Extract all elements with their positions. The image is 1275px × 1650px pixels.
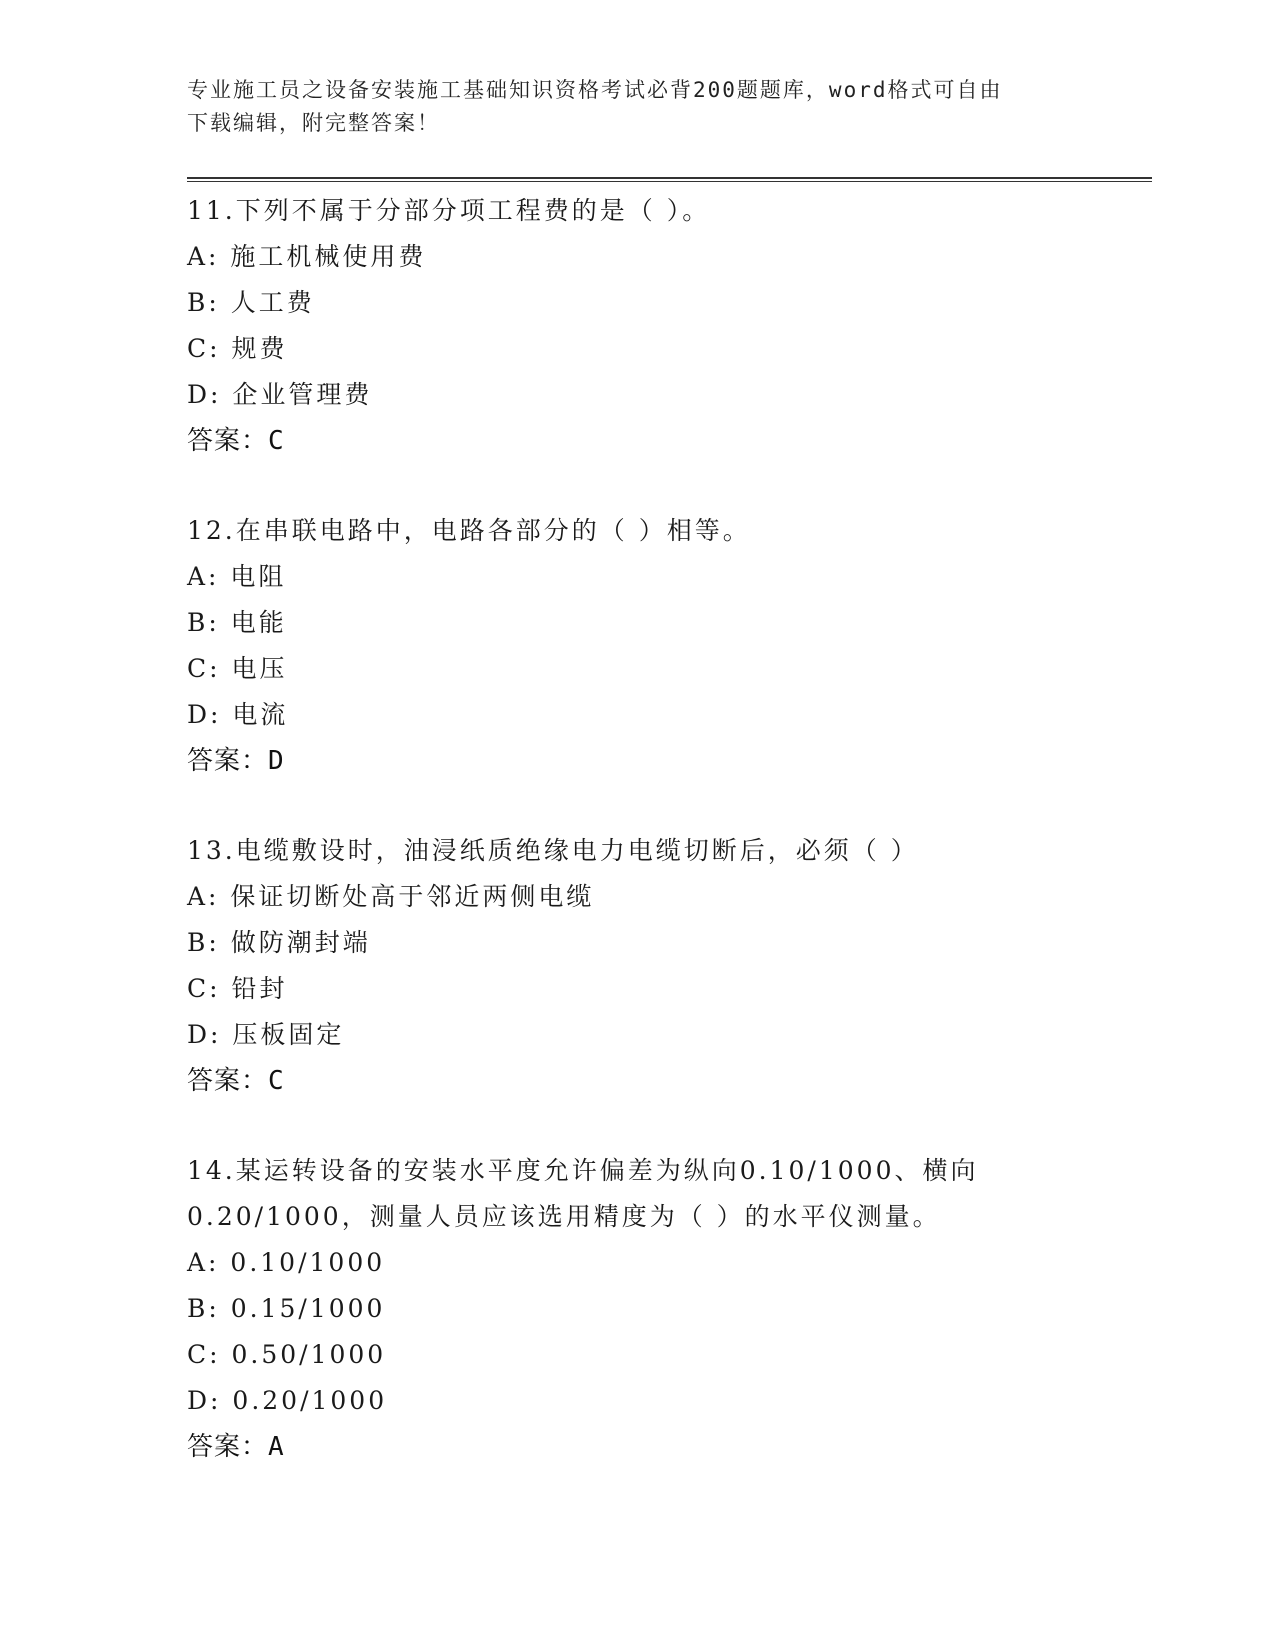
option-d: D: 压板固定 — [187, 1020, 345, 1049]
option-b: B: 0.15/1000 — [187, 1294, 386, 1323]
option-a: A: 施工机械使用费 — [187, 242, 427, 271]
option-a: A: 0.10/1000 — [187, 1248, 386, 1277]
question-stem: 11.下列不属于分部分项工程费的是（ ）。 — [187, 196, 711, 225]
option-a: A: 电阻 — [187, 562, 287, 591]
answer-line: 答案：C — [187, 426, 285, 456]
option-b: B: 做防潮封端 — [187, 928, 371, 957]
answer-line: 答案：C — [187, 1066, 285, 1096]
option-d: D: 0.20/1000 — [187, 1386, 388, 1415]
question-13 — [187, 828, 1147, 1104]
header-line-2: 下载编辑，附完整答案！ — [187, 111, 440, 135]
question-stem-line-2: 0.20/1000，测量人员应该选用精度为（ ）的水平仪测量。 — [187, 1202, 941, 1231]
question-stem: 12.在串联电路中，电路各部分的（ ）相等。 — [187, 516, 751, 545]
question-12 — [187, 508, 1147, 784]
question-14 — [187, 1148, 1147, 1470]
option-d: D: 企业管理费 — [187, 380, 373, 409]
option-b: B: 电能 — [187, 608, 287, 637]
answer-line: 答案：D — [187, 746, 285, 776]
option-c: C: 电压 — [187, 654, 288, 683]
header-line-1: 专业施工员之设备安装施工基础知识资格考试必背200题题库，word格式可自由 — [187, 78, 1003, 102]
answer-line: 答案：A — [187, 1432, 285, 1462]
document-header — [187, 74, 1087, 140]
option-d: D: 电流 — [187, 700, 289, 729]
header-divider-thin — [187, 181, 1152, 182]
option-b: B: 人工费 — [187, 288, 315, 317]
question-11 — [187, 188, 1147, 464]
question-stem: 13.电缆敷设时，油浸纸质绝缘电力电缆切断后，必须（ ） — [187, 836, 919, 865]
question-list — [187, 188, 1147, 1514]
header-divider-thick — [187, 177, 1152, 179]
question-stem-line-1: 14.某运转设备的安装水平度允许偏差为纵向0.10/1000、横向 — [187, 1156, 979, 1185]
option-c: C: 铅封 — [187, 974, 288, 1003]
option-c: C: 0.50/1000 — [187, 1340, 387, 1369]
option-c: C: 规费 — [187, 334, 288, 363]
option-a: A: 保证切断处高于邻近两侧电缆 — [187, 882, 595, 911]
